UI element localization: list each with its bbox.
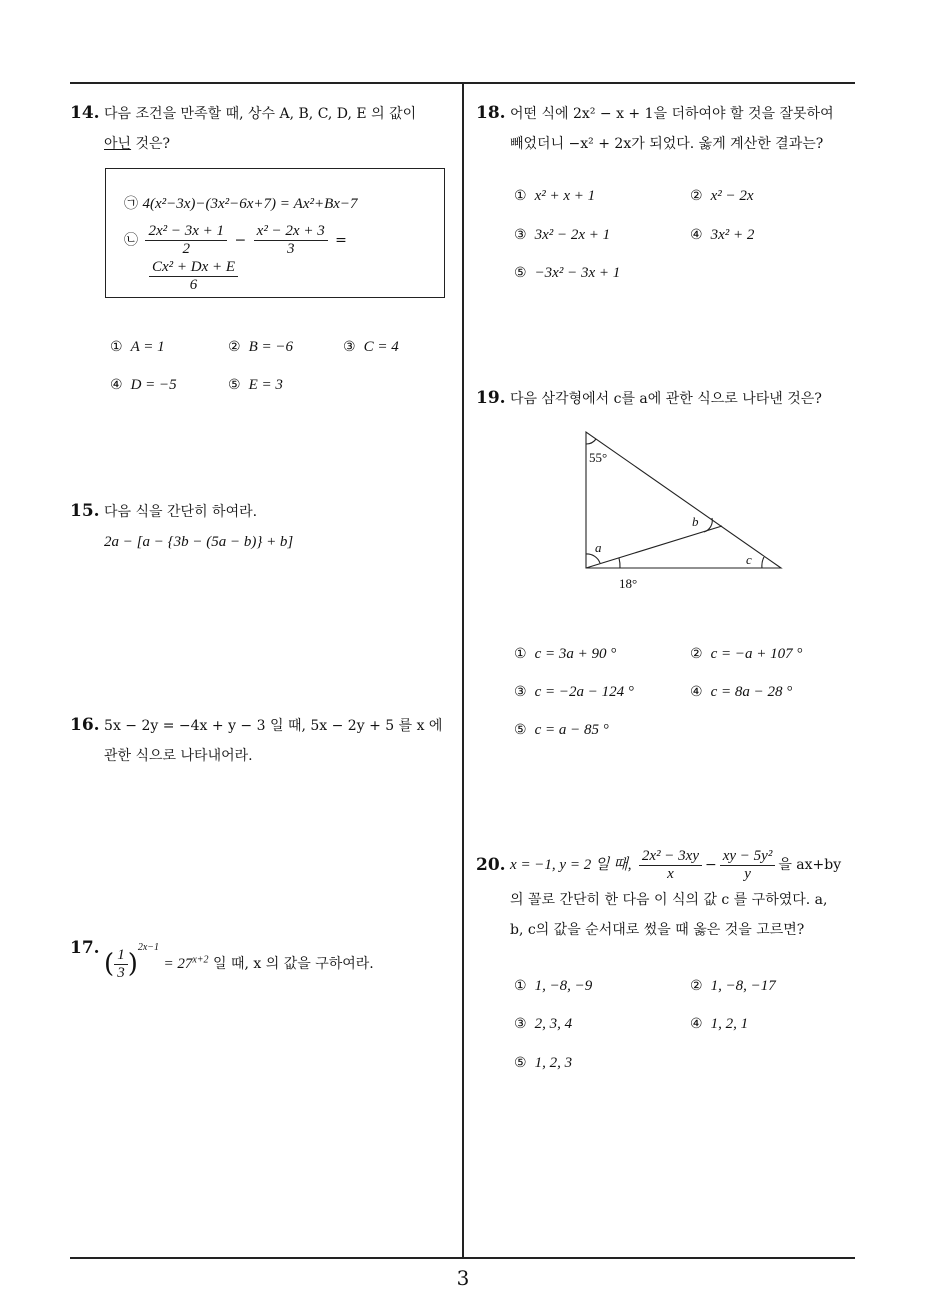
fraction: $\frac{\text{x² − 2x + 3}}{3}$ bbox=[254, 223, 328, 258]
choice-marker: ③ bbox=[514, 227, 527, 243]
choice-marker: ③ bbox=[514, 1016, 527, 1032]
choice-3[interactable] bbox=[514, 684, 634, 701]
choice-text: B = −6 bbox=[248, 339, 293, 355]
choice-marker: ② bbox=[690, 188, 703, 204]
question-text-line1: 5x − 2y = −4x + y − 3 일 때, 5x − 2y + 5 를 x 에 bbox=[104, 718, 443, 734]
page-number: 3 bbox=[456, 1266, 470, 1290]
angle-label-c: c bbox=[746, 552, 752, 567]
inner-segment bbox=[586, 526, 722, 568]
choice-5[interactable] bbox=[514, 265, 620, 282]
choice-text: 3x² − 2x + 1 bbox=[534, 227, 611, 243]
choice-3[interactable] bbox=[514, 227, 610, 244]
question-number: 17. bbox=[70, 938, 100, 958]
choice-marker: ① bbox=[514, 978, 527, 994]
question-number: 20. bbox=[476, 855, 506, 875]
choice-text: 1, −8, −17 bbox=[710, 978, 776, 994]
angle-label-a: a bbox=[595, 540, 602, 555]
question-number: 16. bbox=[70, 715, 100, 735]
choice-1[interactable] bbox=[514, 978, 592, 995]
choice-text: 1, 2, 1 bbox=[710, 1016, 749, 1032]
exponent: x+2 bbox=[192, 954, 209, 966]
equals-sign: = bbox=[335, 232, 347, 249]
condition-2-rhs bbox=[146, 259, 241, 294]
choice-3[interactable] bbox=[343, 339, 399, 356]
choice-4[interactable] bbox=[690, 684, 792, 701]
condition-box bbox=[105, 168, 445, 298]
choice-marker: ④ bbox=[110, 377, 123, 393]
question-16 bbox=[70, 710, 442, 771]
choice-2[interactable] bbox=[690, 978, 776, 995]
angle-label-b: b bbox=[692, 514, 699, 529]
fraction: $\frac{\text{xy − 5y²}}{y}$ bbox=[720, 848, 776, 883]
choice-marker: ① bbox=[514, 646, 527, 662]
choice-marker: ④ bbox=[690, 684, 703, 700]
question-text-line2: 것은? bbox=[131, 136, 171, 152]
angle-arc-a bbox=[586, 554, 600, 563]
choice-5[interactable] bbox=[228, 377, 283, 394]
question-14 bbox=[70, 98, 416, 159]
choice-marker: ② bbox=[690, 646, 703, 662]
bottom-rule bbox=[70, 1257, 855, 1259]
choice-text: −3x² − 3x + 1 bbox=[534, 265, 621, 281]
choice-marker: ④ bbox=[690, 1016, 703, 1032]
choice-marker: ③ bbox=[343, 339, 356, 355]
question-text-line1-tail: 을 ax+by bbox=[778, 857, 842, 873]
question-tail: 일 때, x 의 값을 구하여라. bbox=[208, 956, 374, 972]
condition-2 bbox=[124, 223, 347, 258]
choice-text: x² − 2x bbox=[710, 188, 754, 204]
choice-1[interactable] bbox=[514, 646, 616, 663]
choice-text: D = −5 bbox=[130, 377, 177, 393]
operator: − bbox=[705, 857, 717, 873]
emphasis-text: 아닌 bbox=[104, 136, 132, 152]
choice-text: c = −a + 107 ° bbox=[710, 646, 803, 662]
choice-marker: ⑤ bbox=[228, 377, 241, 393]
condition-1 bbox=[124, 193, 358, 213]
question-number: 14. bbox=[70, 103, 100, 123]
choice-text: 1, 2, 3 bbox=[534, 1055, 573, 1071]
choice-4[interactable] bbox=[690, 227, 754, 244]
angle-label-top: 55° bbox=[589, 450, 608, 465]
angle-arc-top bbox=[586, 439, 596, 444]
choice-1[interactable] bbox=[514, 188, 595, 205]
choice-text: 2, 3, 4 bbox=[534, 1016, 573, 1032]
choice-text: E = 3 bbox=[248, 377, 283, 393]
question-19 bbox=[476, 383, 822, 414]
condition-1-text: 4(x²−3x)−(3x²−6x+7) = Ax²+Bx−7 bbox=[142, 196, 358, 212]
choice-2[interactable] bbox=[690, 646, 802, 663]
choice-marker: ② bbox=[690, 978, 703, 994]
marker: ㉠ bbox=[124, 196, 138, 212]
fraction: $\frac{\text{2x² − 3xy}}{x}$ bbox=[639, 848, 702, 883]
question-18 bbox=[476, 98, 834, 159]
choice-3[interactable] bbox=[514, 1016, 572, 1033]
triangle-figure bbox=[576, 428, 791, 598]
question-text-line2: 관한 식으로 나타내어라. bbox=[104, 748, 253, 764]
condition-text: x = −1, y = 2 일 때, bbox=[510, 857, 632, 873]
choice-marker: ② bbox=[228, 339, 241, 355]
question-number: 19. bbox=[476, 388, 506, 408]
question-text-line2: 빼었더니 −x² + 2x가 되었다. 옳게 계산한 결과는? bbox=[510, 136, 824, 152]
column-divider bbox=[462, 82, 464, 1258]
choice-4[interactable] bbox=[690, 1016, 748, 1033]
choice-2[interactable] bbox=[690, 188, 754, 205]
choice-marker: ⑤ bbox=[514, 1055, 527, 1071]
triangle-outline bbox=[586, 432, 781, 568]
choice-5[interactable] bbox=[514, 1055, 572, 1072]
angle-label-bottom: 18° bbox=[619, 576, 638, 591]
question-text-line1: 다음 조건을 만족할 때, 상수 A, B, C, D, E 의 값이 bbox=[104, 106, 417, 122]
choice-text: c = 8a − 28 ° bbox=[710, 684, 793, 700]
choice-text: c = a − 85 ° bbox=[534, 722, 609, 738]
choice-2[interactable] bbox=[228, 339, 293, 356]
operator: − bbox=[234, 232, 247, 249]
choice-text: 3x² + 2 bbox=[710, 227, 755, 243]
fraction: $\frac{\text{Cx² + Dx + E}}{6}$ bbox=[149, 259, 238, 294]
question-text-line1: 다음 식을 간단히 하여라. bbox=[104, 504, 258, 520]
choice-5[interactable] bbox=[514, 722, 609, 739]
choice-1[interactable] bbox=[110, 339, 165, 356]
paren-open: ( bbox=[104, 949, 115, 979]
angle-arc-c bbox=[762, 557, 764, 568]
question-text-line3: b, c의 값을 순서대로 썼을 때 옳은 것을 고르면? bbox=[510, 922, 805, 938]
choice-marker: ③ bbox=[514, 684, 527, 700]
paren-close: ) bbox=[127, 949, 138, 979]
choice-4[interactable] bbox=[110, 377, 177, 394]
question-20 bbox=[476, 845, 841, 945]
choice-marker: ④ bbox=[690, 227, 703, 243]
choice-marker: ① bbox=[514, 188, 527, 204]
question-text-line1: 어떤 식에 2x² − x + 1을 더하여야 할 것을 잘못하여 bbox=[510, 106, 834, 122]
question-15 bbox=[70, 496, 293, 557]
choice-text: 1, −8, −9 bbox=[534, 978, 593, 994]
choice-text: c = 3a + 90 ° bbox=[534, 646, 617, 662]
question-text-line2: 의 꼴로 간단히 한 다음 이 식의 값 c 를 구하였다. a, bbox=[510, 892, 828, 908]
fraction: $\frac{1}{3}$ bbox=[114, 947, 128, 982]
choice-text: C = 4 bbox=[363, 339, 399, 355]
marker: ㉡ bbox=[124, 232, 138, 249]
angle-arc-bottom bbox=[619, 558, 620, 568]
exponent: 2x−1 bbox=[137, 942, 160, 953]
choice-text: x² + x + 1 bbox=[534, 188, 596, 204]
question-text-line1: 다음 삼각형에서 c를 a에 관한 식으로 나타낸 것은? bbox=[510, 391, 822, 407]
question-17 bbox=[70, 928, 374, 984]
question-number: 15. bbox=[70, 501, 100, 521]
choice-marker: ⑤ bbox=[514, 722, 527, 738]
fraction: $\frac{\text{2x² − 3x + 1}}{2}$ bbox=[145, 223, 227, 258]
choice-marker: ① bbox=[110, 339, 123, 355]
question-number: 18. bbox=[476, 103, 506, 123]
choice-text: c = −2a − 124 ° bbox=[534, 684, 634, 700]
expression: 2a − [a − {3b − (5a − b)} + b] bbox=[104, 534, 294, 550]
equation-rhs: = 27 bbox=[163, 956, 193, 972]
choice-marker: ⑤ bbox=[514, 265, 527, 281]
choice-text: A = 1 bbox=[130, 339, 165, 355]
